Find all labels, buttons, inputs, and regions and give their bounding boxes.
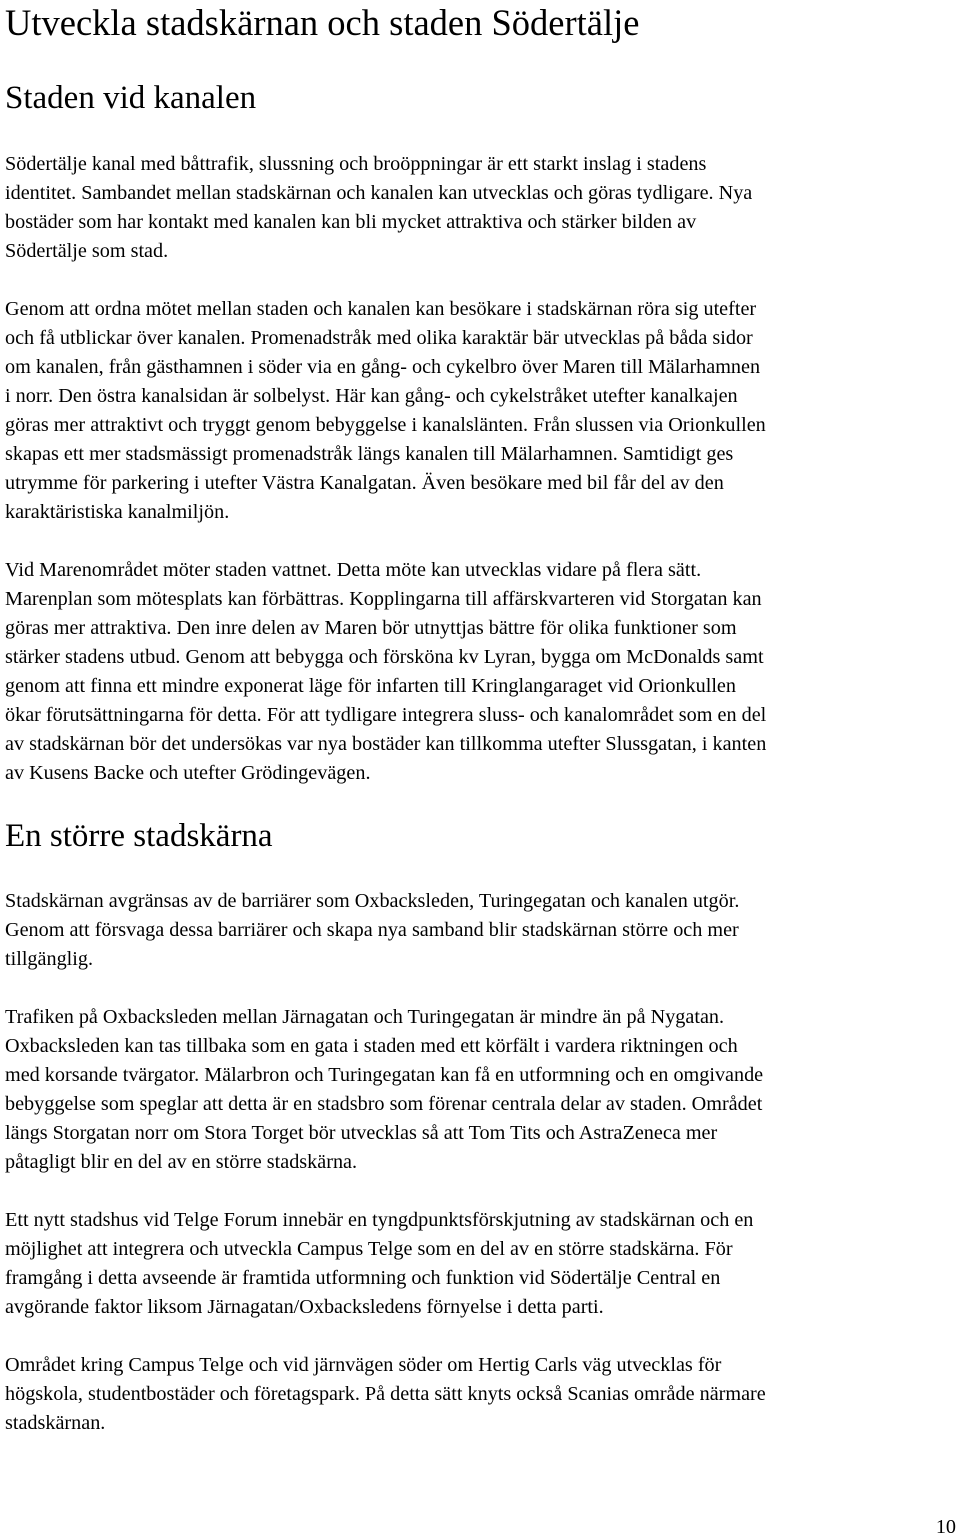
text-line: och få utblickar över kanalen. Promenadstråk med olika karaktär bär utvecklas på båda sidor — [5, 327, 753, 349]
text-line: Trafiken på Oxbacksleden mellan Järnagatan och Turingegatan är mindre än på Nygatan. — [5, 1006, 725, 1028]
text-line: av Kusens Backe och utefter Grödingevägen. — [5, 762, 371, 784]
text-line: Genom att försvaga dessa barriärer och skapa nya samband blir stadskärnan större och mer — [5, 919, 739, 941]
paragraph — [5, 1206, 957, 1322]
text-line: möjlighet att integrera och utveckla Campus Telge som en del av en större stadskärna. För — [5, 1238, 733, 1260]
paragraph — [5, 150, 957, 266]
paragraph — [5, 556, 957, 788]
text-line: Genom att ordna mötet mellan staden och kanalen kan besökare i stadskärnan röra sig utefter — [5, 298, 757, 320]
text-line: om kanalen, från gästhamnen i söder via en gång- och cykelbro över Maren till Mälarhamnen — [5, 356, 761, 378]
text-line: göras mer attraktiva. Den inre delen av Maren bör utnyttjas bättre för olika funktioner som — [5, 617, 737, 639]
text-line: stadskärnan. — [5, 1412, 106, 1434]
text-line: Södertälje som stad. — [5, 240, 169, 262]
text-line: Södertälje kanal med båttrafik, slussning och broöppningar är ett starkt inslag i stadens — [5, 153, 707, 175]
text-line: avgörande faktor liksom Järnagatan/Oxbacksledens förnyelse i detta parti. — [5, 1296, 604, 1318]
text-line: tillgänglig. — [5, 948, 94, 970]
text-line: framgång i detta avseende är framtida utformning och funktion vid Södertälje Central en — [5, 1267, 721, 1289]
section-staden-vid-kanalen — [5, 78, 957, 788]
text-line: genom att finna ett mindre exponerat läge för infarten till Kringlangaraget vid Orionkullen — [5, 675, 736, 697]
paragraph — [5, 295, 957, 527]
section-heading: En större stadskärna — [5, 818, 273, 854]
paragraph — [5, 1003, 957, 1177]
document-title: Utveckla stadskärnan och staden Södertälje — [5, 2, 640, 43]
text-line: bebyggelse som speglar att detta är en stadsbro som förenar centrala delar av staden. Området — [5, 1093, 763, 1115]
text-line: i norr. Den östra kanalsidan är solbelyst. Här kan gång- och cykelstråket utefter kanalkajen — [5, 385, 738, 407]
text-line: Stadskärnan avgränsas av de barriärer som Oxbacksleden, Turingegatan och kanalen utgör. — [5, 890, 740, 912]
text-line: Vid Marenområdet möter staden vattnet. Detta möte kan utvecklas vidare på flera sätt. — [5, 559, 702, 581]
text-line: ökar förutsättningarna för detta. För att tydligare integrera sluss- och kanalområdet som en del — [5, 704, 767, 726]
text-line: bostäder som har kontakt med kanalen kan bli mycket attraktiva och stärker bilden av — [5, 211, 697, 233]
text-line: utrymme för parkering i utefter Västra Kanalgatan. Även besökare med bil får del av den — [5, 472, 724, 494]
text-line: av stadskärnan bör det undersökas var nya bostäder kan tillkomma utefter Slussgatan, i kanten — [5, 733, 767, 755]
text-line: identitet. Sambandet mellan stadskärnan och kanalen kan utvecklas och göras tydligare. Nya — [5, 182, 753, 204]
text-line: Oxbacksleden kan tas tillbaka som en gata i staden med ett körfält i vardera riktningen och — [5, 1035, 738, 1057]
page-number: 10 — [935, 1516, 956, 1538]
text-line: karaktäristiska kanalmiljön. — [5, 501, 230, 523]
text-line: påtagligt blir en del av en större stadskärna. — [5, 1151, 358, 1173]
text-line: Marenplan som mötesplats kan förbättras. Kopplingarna till affärskvarteren vid Storgatan kan — [5, 588, 762, 610]
text-line: stärker stadens utbud. Genom att bebygga och försköna kv Lyran, bygga om McDonalds samt — [5, 646, 764, 668]
section-heading: Staden vid kanalen — [5, 80, 257, 116]
paragraph — [5, 1351, 957, 1438]
text-line: högskola, studentbostäder och företagspark. På detta sätt knyts också Scanias område närmare — [5, 1383, 766, 1405]
paragraph — [5, 887, 957, 974]
section-en-storre-stadskarna — [5, 816, 957, 1438]
text-line: med korsande tvärgator. Mälarbron och Turingegatan kan få en utformning och en omgivande — [5, 1064, 764, 1086]
text-line: Ett nytt stadshus vid Telge Forum innebär en tyngdpunktsförskjutning av stadskärnan och en — [5, 1209, 754, 1231]
document-page — [5, 0, 957, 1438]
text-line: göras mer attraktivt och tryggt genom bebyggelse i kanalslänten. Från slussen via Orionkullen — [5, 414, 766, 436]
text-line: Området kring Campus Telge och vid järnvägen söder om Hertig Carls väg utvecklas för — [5, 1354, 722, 1376]
text-line: skapas ett mer stadsmässigt promenadstråk längs kanalen till Mälarhamnen. Samtidigt ges — [5, 443, 734, 465]
text-line: längs Storgatan norr om Stora Torget bör utvecklas så att Tom Tits och AstraZeneca mer — [5, 1122, 718, 1144]
